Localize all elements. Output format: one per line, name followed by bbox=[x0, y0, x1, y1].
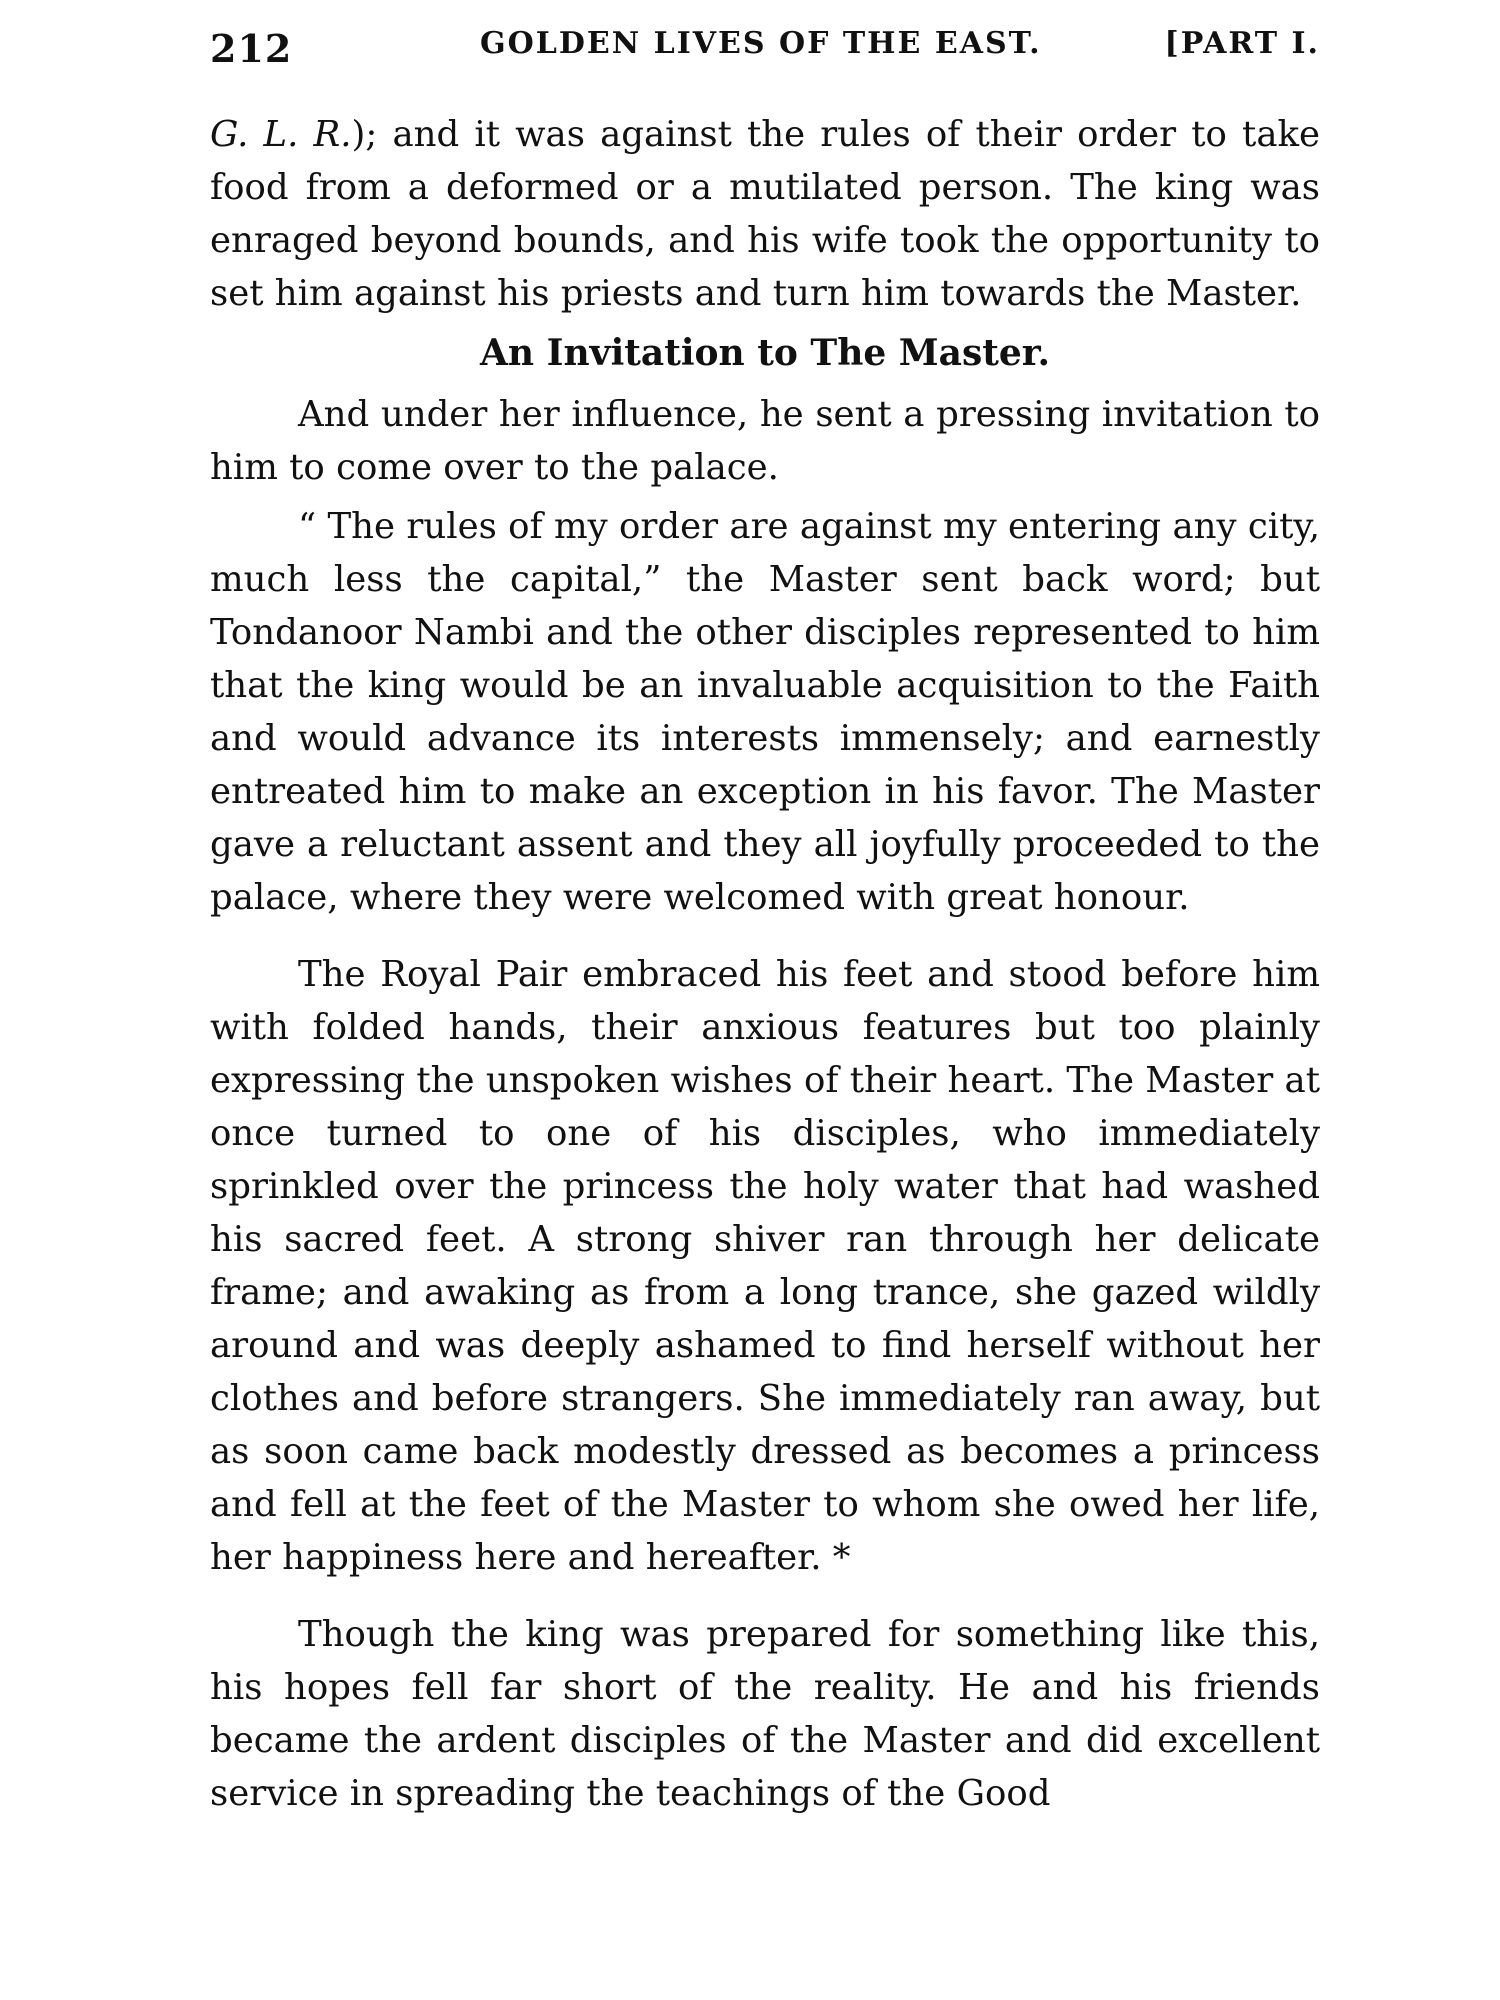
paragraph: “ The rules of my order are against my entering any city, much less the capital,” the Master sent back word; but Tondanoor Nambi and the other disciples represented to him that the king would be an invaluable acquisition to the Faith and would advance its interests immensely; and earnestly entreated him to make an exception in his favor. The Master gave a reluctant assent and they all joyfully proceeded to the palace, where they were welcomed with great honour. bbox=[210, 506, 1320, 918]
running-title: GOLDEN LIVES OF THE EAST. bbox=[480, 26, 1042, 61]
page-number: 212 bbox=[210, 26, 293, 71]
paragraph: Though the king was prepared for something like this, his hopes fell far short of the reality. He and his friends became the ardent disciples of the Master and did excellent service in spreading the teachings of the Good bbox=[210, 1614, 1320, 1814]
paragraph: And under her influence, he sent a pressing invitation to him to come over to the palace. bbox=[210, 394, 1320, 488]
running-header bbox=[210, 22, 1320, 70]
part-label: [PART I. bbox=[1164, 26, 1320, 61]
abbreviation: G. L. R. bbox=[210, 114, 352, 155]
section-heading: An Invitation to The Master. bbox=[480, 332, 1050, 374]
paragraph-continuation bbox=[210, 108, 1320, 320]
paragraph-text: ); and it was against the rules of their order to take food from a deformed or a mutilated person. The king was enraged beyond bounds, and his wife took the opportunity to set him against his priests and turn him towards the Master. bbox=[210, 114, 1320, 314]
book-page bbox=[210, 22, 1320, 1820]
paragraph: The Royal Pair embraced his feet and stood before him with folded hands, their anxious features but too plainly expressing the unspoken wishes of their heart. The Master at once turned to one of his disciples, who immediately sprinkled over the princess the holy water that had washed his sacred feet. A strong shiver ran through her delicate frame; and awaking as from a long trance, she gazed wildly around and was deeply ashamed to find herself without her clothes and before strangers. She immediately ran away, but as soon came back modestly dressed as becomes a princess and fell at the feet of the Master to whom she owed her life, her happiness here and hereafter. * bbox=[210, 954, 1320, 1578]
